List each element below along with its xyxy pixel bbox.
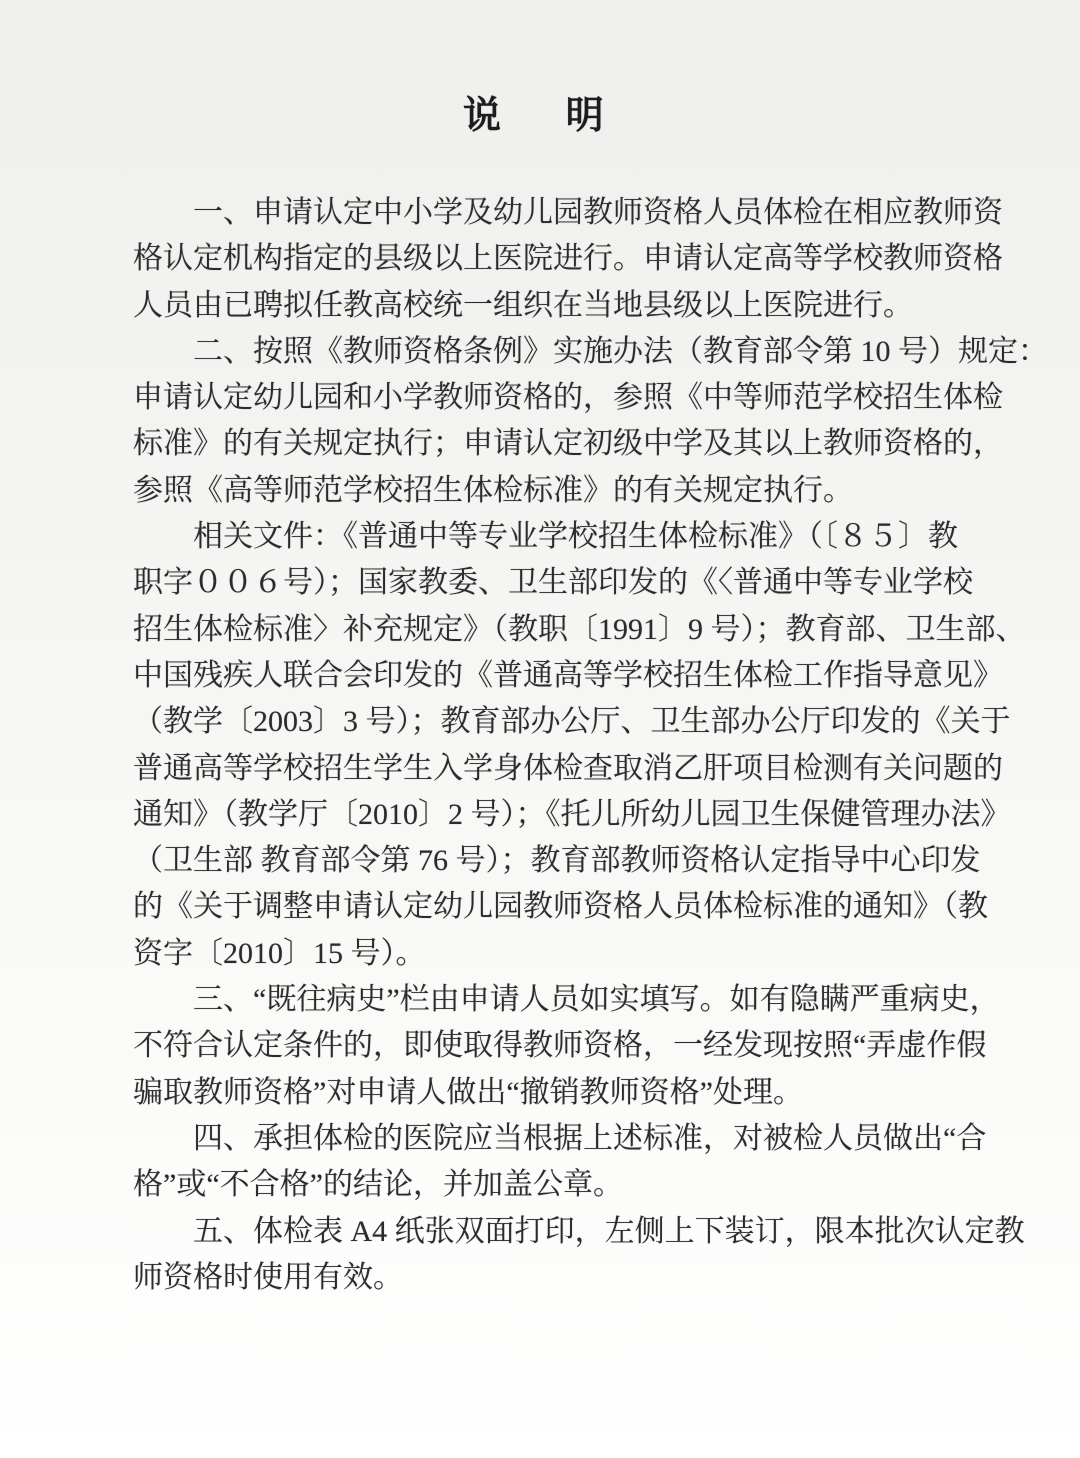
paragraph: [133, 1116, 987, 1209]
text-line: 不符合认定条件的，即使取得教师资格，一经发现按照“弄虚作假: [133, 1029, 987, 1063]
text-line: 格”或“不合格”的结论，并加盖公章。: [133, 1168, 623, 1202]
text-line: 师资格时使用有效。: [133, 1260, 403, 1294]
text-line: （教学〔2003〕3 号）；教育部办公厅、卫生部办公厅印发的《关于: [133, 705, 1011, 739]
text-line: 相关文件：《普通中等专业学校招生体检标准》（〔８５〕教: [193, 520, 958, 554]
paragraph: [133, 977, 1000, 1116]
text-line: 普通高等学校招生学生入学身体检查取消乙肝项目检测有关问题的: [133, 751, 1003, 785]
text-line: （卫生部 教育部令第 76 号）；教育部教师资格认定指导中心印发: [133, 844, 981, 878]
text-line: 一、申请认定中小学及幼儿园教师资格人员体检在相应教师资: [193, 196, 1003, 229]
text-line: 资字〔2010〕15 号）。: [133, 936, 426, 970]
document-body: [133, 190, 1048, 1301]
text-line: 格认定机构指定的县级以上医院进行。申请认定高等学校教师资格: [133, 242, 1003, 276]
text-line: 三、“既往病史”栏由申请人员如实填写。如有隐瞒严重病史，: [193, 983, 1000, 1017]
text-line: 职字００６号）；国家教委、卫生部印发的《〈普通中等专业学校: [133, 566, 973, 600]
text-line: 通知》（教学厅〔2010〕2 号）；《托儿所幼儿园卫生保健管理办法》: [133, 797, 1011, 831]
text-line: 招生体检标准〉补充规定》（教职〔1991〕9 号）；教育部、卫生部、: [133, 612, 1026, 646]
paragraph: [133, 514, 1026, 977]
text-line: 参照《高等师范学校招生体检标准》的有关规定执行。: [133, 473, 853, 507]
text-line: 申请认定幼儿园和小学教师资格的，参照《中等师范学校招生体检: [133, 381, 1003, 415]
text-line: 标准》的有关规定执行；申请认定初级中学及其以上教师资格的，: [133, 427, 1003, 461]
text-line: 四、承担体检的医院应当根据上述标准，对被检人员做出“合: [193, 1121, 987, 1155]
paragraph: [133, 190, 1003, 329]
text-line: 五、体检表 A4 纸张双面打印，左侧上下装订，限本批次认定教: [193, 1214, 1025, 1248]
text-line: 骗取教师资格”对申请人做出“撤销教师资格”处理。: [133, 1075, 803, 1109]
text-line: 二、按照《教师资格条例》实施办法（教育部令第 10 号）规定：: [193, 334, 1048, 368]
text-line: 中国残疾人联合会印发的《普通高等学校招生体检工作指导意见》: [133, 658, 1003, 692]
paragraph: [133, 1209, 1025, 1302]
paragraph: [133, 329, 1048, 514]
page-title: 说 明: [463, 95, 617, 137]
text-line: 人员由已聘拟任教高校统一组织在当地县级以上医院进行。: [133, 288, 913, 322]
text-line: 的《关于调整申请认定幼儿园教师资格人员体检标准的通知》（教: [133, 890, 988, 924]
